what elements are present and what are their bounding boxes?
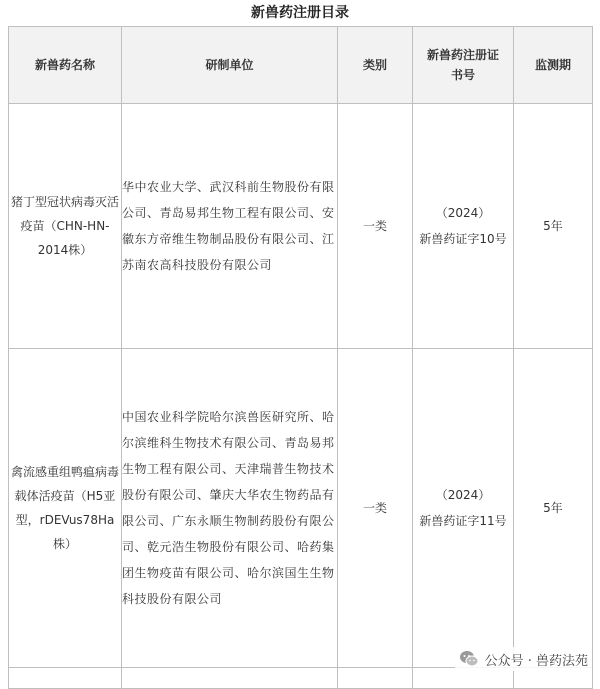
cert-number: 新兽药证字11号 bbox=[419, 514, 507, 528]
cert-cell bbox=[413, 349, 514, 668]
table-row bbox=[9, 349, 593, 668]
drug-name: 禽流感重组鸭瘟病毒载体活疫苗（H5亚型，rDEVus78Ha株） bbox=[10, 465, 119, 551]
drug-name-cell bbox=[9, 104, 122, 349]
page-title: 新兽药注册目录 bbox=[251, 5, 349, 21]
cert-cell bbox=[413, 104, 514, 349]
table-row bbox=[9, 104, 593, 349]
table-header-row bbox=[9, 27, 593, 104]
drug-name-cell bbox=[9, 349, 122, 668]
drug-name: 猪丁型冠状病毒灭活疫苗（CHN-HN-2014株） bbox=[10, 195, 119, 257]
header-name: 新兽药名称 bbox=[9, 27, 122, 104]
period-cell: 5年 bbox=[514, 349, 593, 668]
cert-number: 新兽药证字10号 bbox=[419, 232, 507, 246]
watermark bbox=[455, 647, 592, 671]
watermark-text: 公众号 · 兽药法苑 bbox=[484, 653, 588, 669]
wechat-icon bbox=[459, 649, 479, 669]
header-period: 监测期 bbox=[514, 27, 593, 104]
cert-year: （2024） bbox=[435, 206, 491, 220]
registry-table bbox=[8, 26, 593, 689]
period-cell: 5年 bbox=[514, 104, 593, 349]
developer-cell: 华中农业大学、武汉科前生物股份有限公司、青岛易邦生物工程有限公司、安徽东方帝维生物制品股份有限公司、江苏南农高科技股份有限公司 bbox=[122, 104, 338, 349]
header-cert: 新兽药注册证书号 bbox=[413, 27, 514, 104]
category-cell: 一类 bbox=[338, 104, 413, 349]
developer-cell: 中国农业科学院哈尔滨兽医研究所、哈尔滨维科生物技术有限公司、青岛易邦生物工程有限公司、天津瑞普生物技术股份有限公司、肇庆大华农生物药品有限公司、广东永顺生物制药股份有限公司、乾元浩生物股份有限公司、哈药集团生物疫苗有限公司、哈尔滨国生生物科技股份有限公司 bbox=[122, 349, 338, 668]
category-cell: 一类 bbox=[338, 349, 413, 668]
header-unit: 研制单位 bbox=[122, 27, 338, 104]
cert-year: （2024） bbox=[435, 488, 491, 502]
header-category: 类别 bbox=[338, 27, 413, 104]
